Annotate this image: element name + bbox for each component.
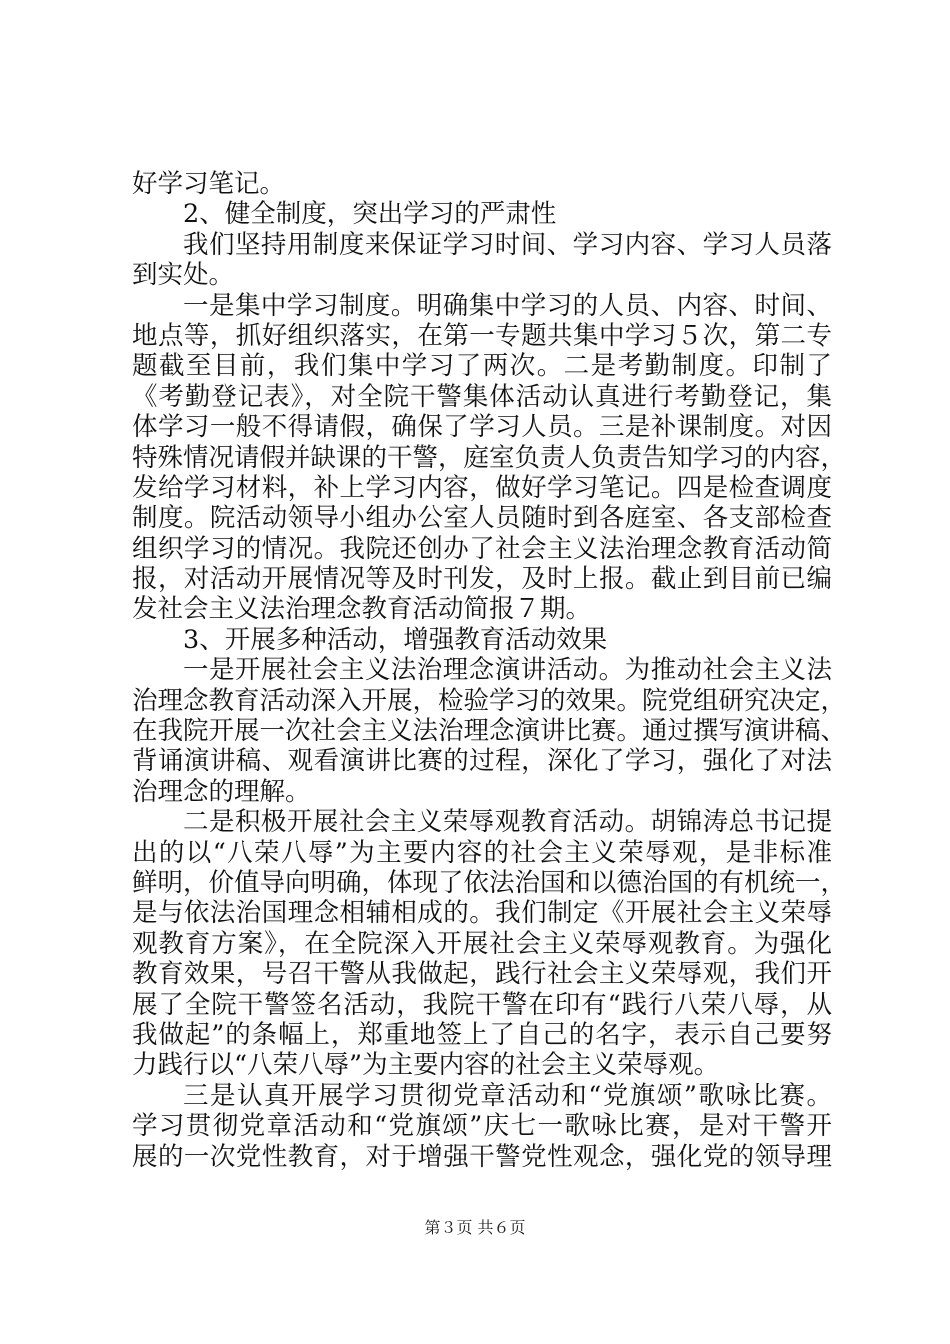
text-line: 体学习一般不得请假，确保了学习人员。三是补课制度。对因 (132, 412, 832, 443)
text-line: 背诵演讲稿、观看演讲比赛的过程，深化了学习，强化了对法 (132, 746, 832, 777)
text-line: 发给学习材料，补上学习内容，做好学习笔记。四是检查调度 (132, 472, 832, 503)
text-line: 组织学习的情况。我院还创办了社会主义法治理念教育活动简 (132, 533, 832, 564)
text-line: 治理念的理解。 (132, 776, 311, 807)
page-footer: 第３页 共６页 (424, 1218, 526, 1237)
text-line: 三是认真开展学习贯彻党章活动和“党旗颂”歌咏比赛。 (183, 1080, 832, 1111)
text-line: 鲜明，价值导向明确，体现了依法治国和以德治国的有机统一， (132, 867, 847, 898)
text-line: 特殊情况请假并缺课的干警，庭室负责人负责告知学习的内容， (132, 442, 847, 473)
document-body (132, 169, 847, 1172)
text-line: 观教育方案》，在全院深入开展社会主义荣辱观教育。为强化 (132, 928, 832, 959)
text-line: 一是集中学习制度。明确集中学习的人员、内容、时间、 (183, 290, 832, 321)
text-line: 2、健全制度，突出学习的严肃性 (183, 199, 557, 230)
text-line: 展的一次党性教育，对于增强干警党性观念，强化党的领导理 (132, 1141, 832, 1172)
text-line: 在我院开展一次社会主义法治理念演讲比赛。通过撰写演讲稿、 (132, 716, 847, 747)
text-line: 地点等，抓好组织落实，在第一专题共集中学习５次，第二专 (132, 320, 832, 351)
text-line: 好学习笔记。 (132, 169, 286, 199)
text-line: 力践行以“八荣八辱”为主要内容的社会主义荣辱观。 (132, 1050, 720, 1081)
text-line: 是与依法治国理念相辅相成的。我们制定《开展社会主义荣辱 (132, 898, 832, 929)
text-line: 3、开展多种活动，增强教育活动效果 (183, 624, 608, 655)
text-line: 《考勤登记表》，对全院干警集体活动认真进行考勤登记，集 (132, 381, 832, 412)
text-line: 展了全院干警签名活动，我院干警在印有“践行八荣八辱，从 (132, 989, 832, 1020)
text-line: 我做起”的条幅上，郑重地签上了自己的名字，表示自己要努 (132, 1019, 832, 1050)
text-line: 教育效果，号召干警从我做起，践行社会主义荣辱观，我们开 (132, 959, 832, 990)
text-line: 制度。院活动领导小组办公室人员随时到各庭室、各支部检查 (132, 503, 832, 534)
text-line: 一是开展社会主义法治理念演讲活动。为推动社会主义法 (183, 655, 832, 686)
text-line: 到实处。 (132, 260, 235, 291)
text-line: 题截至目前，我们集中学习了两次。二是考勤制度。印制了 (132, 351, 832, 382)
text-line: 报，对活动开展情况等及时刊发，及时上报。截止到目前已编 (132, 564, 832, 595)
text-line: 学习贯彻党章活动和“党旗颂”庆七一歌咏比赛，是对干警开 (132, 1111, 832, 1142)
text-line: 我们坚持用制度来保证学习时间、学习内容、学习人员落 (183, 229, 832, 260)
text-line: 发社会主义法治理念教育活动简报７期。 (132, 594, 592, 625)
text-line: 出的以“八荣八辱”为主要内容的社会主义荣辱观，是非标准 (132, 837, 832, 868)
text-line: 治理念教育活动深入开展，检验学习的效果。院党组研究决定， (132, 685, 847, 716)
text-line: 二是积极开展社会主义荣辱观教育活动。胡锦涛总书记提 (183, 807, 832, 838)
